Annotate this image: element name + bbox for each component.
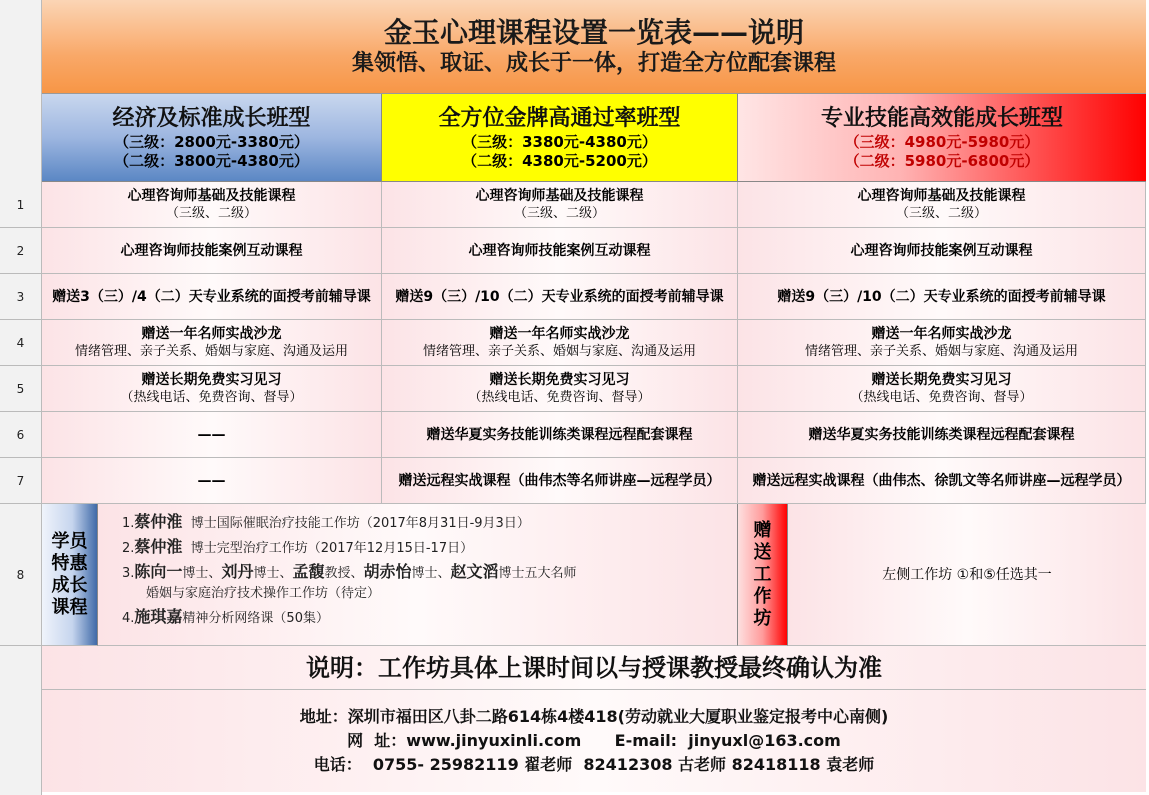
- course-title: 赠送一年名师实战沙龙: [871, 326, 1012, 342]
- row-number: [0, 458, 42, 504]
- workshop-item: 4.施琪嘉精神分析网络课（50集）: [122, 607, 329, 626]
- row-number-text: 3: [16, 289, 25, 304]
- row-number: [0, 320, 42, 366]
- course-cell: [42, 228, 382, 274]
- course-title: 赠送9（三）/10（二）天专业系统的面授考前辅导课: [395, 288, 724, 305]
- workshop-item: 2.蔡仲淮 博士完型治疗工作坊（2017年12月15日-17日）: [122, 537, 474, 556]
- course-title: ——: [197, 472, 226, 489]
- course-title: 赠送3（三）/4（二）天专业系统的面授考前辅导课: [52, 288, 371, 305]
- course-title: 心理咨询师基础及技能课程: [475, 188, 644, 204]
- course-detail: （三级、二级）: [165, 206, 257, 221]
- row-number-text: 1: [16, 197, 25, 212]
- row-number-text: 6: [16, 427, 25, 442]
- row-number-text: 7: [16, 473, 25, 488]
- column-price-level2: （二级：3800元-4380元）: [114, 151, 309, 170]
- column-price-level2: （二级：4380元-5200元）: [462, 151, 657, 170]
- course-detail: 情绪管理、亲子关系、婚姻与家庭、沟通及运用: [804, 344, 1078, 359]
- course-cell: [42, 182, 382, 228]
- course-cell: [42, 366, 382, 412]
- course-cell: [382, 320, 738, 366]
- course-title: 心理咨询师技能案例互动课程: [120, 242, 303, 259]
- gift-workshop-label-text: 赠送工作坊: [753, 519, 772, 629]
- course-detail: （热线电话、免费咨询、督导）: [850, 390, 1033, 405]
- gift-workshop-text: [788, 504, 1146, 646]
- course-detail: 情绪管理、亲子关系、婚姻与家庭、沟通及运用: [422, 344, 696, 359]
- course-title: 赠送长期免费实习见习: [141, 372, 282, 388]
- row-number-text: 4: [16, 335, 25, 350]
- workshop-list: [98, 504, 738, 646]
- column-header-economy: [42, 94, 382, 182]
- page-subtitle: 集领悟、取证、成长于一体，打造全方位配套课程: [351, 50, 836, 76]
- course-title: 赠送华夏实务技能训练类课程远程配套课程: [426, 426, 693, 443]
- course-cell: [382, 182, 738, 228]
- course-cell: [382, 458, 738, 504]
- web-email-text: 网 址：www.jinyuxinli.com E-mail: jinyuxl@163.com: [347, 731, 841, 750]
- course-cell: [738, 228, 1146, 274]
- column-price-level2: （二级：5980元-6800元）: [844, 151, 1040, 170]
- course-cell: [738, 366, 1146, 412]
- course-title: 心理咨询师技能案例互动课程: [850, 242, 1033, 259]
- contact-footer: [42, 690, 1146, 792]
- course-title: 赠送长期免费实习见习: [489, 372, 630, 388]
- special-offer-label-text: 学员特惠成长课程: [51, 530, 88, 618]
- course-cell: [42, 274, 382, 320]
- page-header: [42, 0, 1146, 94]
- course-title: 赠送华夏实务技能训练类课程远程配套课程: [808, 426, 1075, 443]
- course-detail: 情绪管理、亲子关系、婚姻与家庭、沟通及运用: [74, 344, 348, 359]
- column-title: 专业技能高效能成长班型: [820, 105, 1063, 131]
- row-number: [0, 366, 42, 412]
- course-detail: （三级、二级）: [895, 206, 987, 221]
- row-number: [0, 182, 42, 228]
- course-title: 心理咨询师技能案例互动课程: [468, 242, 651, 259]
- course-cell: [738, 182, 1146, 228]
- course-title: 心理咨询师基础及技能课程: [857, 188, 1026, 204]
- course-title: ——: [197, 426, 226, 443]
- row-number: [0, 504, 42, 646]
- column-price-level3: （三级：4980元-5980元）: [844, 132, 1040, 151]
- workshop-item-continuation: 婚姻与家庭治疗技术操作工作坊（待定）: [146, 586, 381, 601]
- course-cell: [738, 412, 1146, 458]
- course-cell: [382, 366, 738, 412]
- row-number-text: 5: [16, 381, 25, 396]
- course-title: 赠送9（三）/10（二）天专业系统的面授考前辅导课: [777, 288, 1106, 305]
- course-detail: （热线电话、免费咨询、督导）: [468, 390, 651, 405]
- course-cell: [382, 228, 738, 274]
- course-title: 赠送远程实战课程（曲伟杰、徐凯文等名师讲座—远程学员）: [752, 472, 1131, 489]
- course-title: 赠送远程实战课程（曲伟杰等名师讲座—远程学员）: [398, 472, 721, 489]
- address-text: 地址：深圳市福田区八卦二路614栋4楼418(劳动就业大厦职业鉴定报考中心南侧): [299, 707, 889, 726]
- course-title: 赠送一年名师实战沙龙: [489, 326, 630, 342]
- row-number-text: 2: [16, 243, 25, 258]
- course-cell: [738, 274, 1146, 320]
- phone-text: 电话： 0755- 25982119 翟老师 82412308 古老师 82418118 袁老师: [313, 755, 875, 774]
- note-row: [42, 646, 1146, 690]
- course-cell: [382, 412, 738, 458]
- workshop-item: 3.陈向一博士、刘丹博士、孟馥教授、胡赤怡博士、赵文滔博士五大名师: [122, 562, 577, 581]
- special-offer-label: [42, 504, 98, 646]
- gift-workshop-label: [738, 504, 788, 646]
- course-detail: （三级、二级）: [513, 206, 605, 221]
- column-header-gold: [382, 94, 738, 182]
- course-detail: （热线电话、免费咨询、督导）: [120, 390, 303, 405]
- row-number: [0, 274, 42, 320]
- row-number-text: 8: [16, 567, 25, 582]
- course-title: 赠送一年名师实战沙龙: [141, 326, 282, 342]
- row-number: [0, 228, 42, 274]
- page-title: 金玉心理课程设置一览表——说明: [383, 15, 804, 49]
- column-price-level3: （三级：3380元-4380元）: [462, 132, 657, 151]
- course-title: 赠送长期免费实习见习: [871, 372, 1012, 388]
- course-title: 心理咨询师基础及技能课程: [127, 188, 296, 204]
- course-cell: [42, 320, 382, 366]
- course-cell: [42, 412, 382, 458]
- workshop-item: 1.蔡仲淮 博士国际催眠治疗技能工作坊（2017年8月31日-9月3日）: [122, 512, 530, 531]
- note-text: 说明：工作坊具体上课时间以与授课教授最终确认为准: [306, 653, 882, 682]
- row-number: [0, 412, 42, 458]
- course-cell: [738, 458, 1146, 504]
- course-cell: [42, 458, 382, 504]
- column-title: 全方位金牌高通过率班型: [438, 105, 681, 131]
- column-title: 经济及标准成长班型: [112, 105, 311, 131]
- column-header-professional: [738, 94, 1146, 182]
- course-cell: [738, 320, 1146, 366]
- column-price-level3: （三级：2800元-3380元）: [114, 132, 309, 151]
- gift-workshop-description: 左侧工作坊 ①和⑤任选其一: [882, 566, 1052, 583]
- course-cell: [382, 274, 738, 320]
